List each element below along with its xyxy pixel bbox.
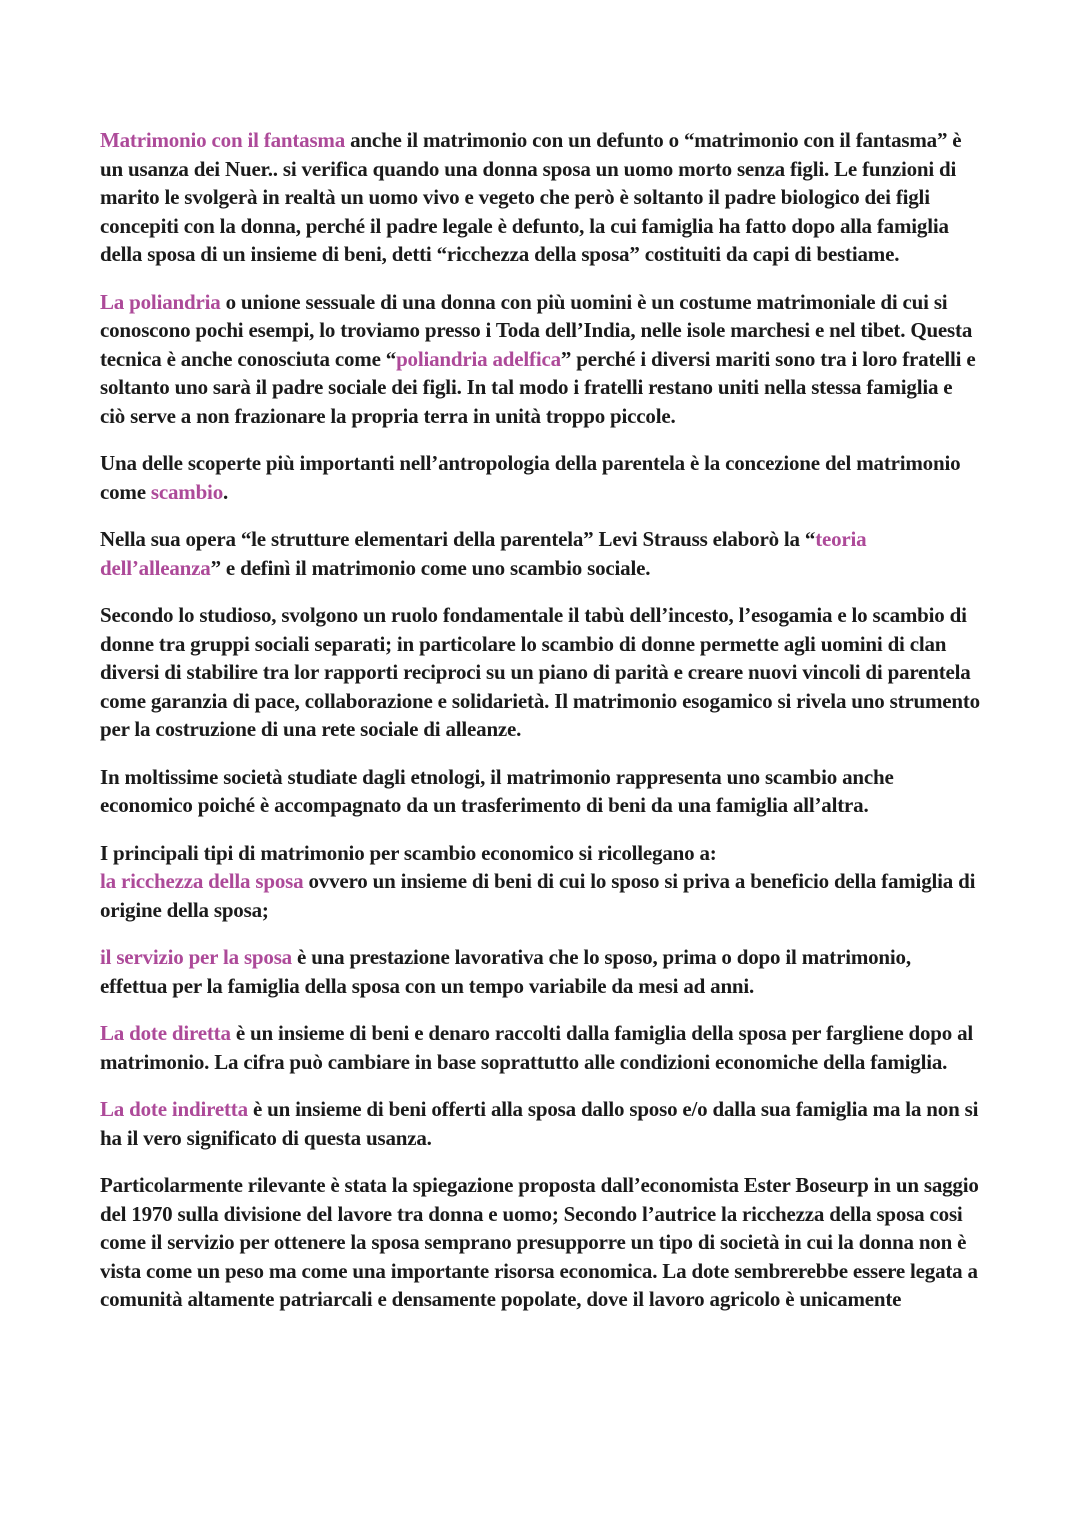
paragraph (100, 839, 982, 925)
paragraph (100, 1019, 982, 1076)
body-text: ” e definì il matrimonio come uno scambio sociale. (210, 555, 651, 580)
body-text: Secondo lo studioso, svolgono un ruolo fondamentale il tabù dell’incesto, l’esogamia e lo scambio di donne tra gruppi sociali separati; in particolare lo scambio di donne permette agli uomini di clan diversi di stabilire tra lor rapporti reciproci su un piano di parità e creare nuovi vincoli di parentela come garanzia di pace, collaborazione e solidarietà. Il matrimonio esogamico si rivela uno strumento per la costruzione di una rete sociale di alleanze. (100, 603, 980, 741)
paragraph (100, 1171, 982, 1314)
paragraph (100, 601, 982, 744)
body-text: Nella sua opera “le strutture elementari della parentela” Levi Strauss elaborò la “ (100, 527, 816, 551)
highlighted-term: Matrimonio con il fantasma (100, 128, 346, 152)
highlighted-term: La dote diretta (100, 1021, 231, 1045)
body-text: è una prestazione lavorativa che lo sposo, prima o dopo il matrimonio, effettua per la famiglia della sposa con un tempo variabile da mesi ad anni. (100, 945, 911, 998)
body-text: ovvero un insieme di beni di cui lo sposo si priva a beneficio della famiglia di origine della sposa; (100, 869, 976, 922)
body-text: Particolarmente rilevante è stata la spiegazione proposta dall’economista Ester Boseurp in un saggio del 1970 sulla divisione del lavore tra donna e uomo; Secondo l’autrice la ricchezza della sposa cosi come il servizio per ottenere la sposa semprano presupporre un tipo di società in cui la donna non è vista come un peso ma come una importante risorsa economica. La dote sembrerebbe essere legata a comunità altamente patriarcali e densamente popolate, dove il lavoro agricolo è unicamente (100, 1173, 979, 1311)
highlighted-term: la ricchezza della sposa (100, 869, 304, 893)
paragraph (100, 525, 982, 582)
highlighted-term: La dote indiretta (100, 1097, 248, 1121)
highlighted-term: il servizio per la sposa (100, 945, 292, 969)
paragraph (100, 1095, 982, 1152)
paragraph (100, 449, 982, 506)
body-text: è un insieme di beni offerti alla sposa dallo sposo e/o dalla sua famiglia ma la non si ha il vero significato di questa usanza. (100, 1097, 979, 1150)
body-text: è un insieme di beni e denaro raccolti dalla famiglia della sposa per fargliene dopo al matrimonio. La cifra può cambiare in base soprattutto alle condizioni economiche della famiglia. (100, 1021, 974, 1074)
body-text: . (223, 479, 229, 504)
body-text: Una delle scoperte più importanti nell’antropologia della parentela è la concezione del matrimonio come (100, 451, 961, 504)
paragraph (100, 288, 982, 431)
paragraph (100, 943, 982, 1000)
body-text: o unione sessuale di una donna con più uomini è un costume matrimoniale di cui si conoscono pochi esempi, lo troviamo presso i Toda dell’India, nelle isole marchesi e nel tibet. Questa tecnica è anche conosciuta come “ (100, 289, 973, 371)
highlighted-term: poliandria adelfica (396, 346, 561, 371)
body-text: ” perché i diversi mariti sono tra i loro fratelli e soltanto uno sarà il padre sociale dei figli. In tal modo i fratelli restano uniti nella stessa famiglia e ciò serve a non frazionare la propria terra in unità troppo piccole. (100, 346, 976, 428)
paragraph (100, 763, 982, 820)
highlighted-term: La poliandria (100, 289, 221, 314)
paragraph (100, 126, 982, 269)
body-text: I principali tipi di matrimonio per scambio economico si ricollegano a: (100, 840, 717, 865)
body-text: In moltissime società studiate dagli etnologi, il matrimonio rappresenta uno scambio anche economico poiché è accompagnato da un trasferimento di beni da una famiglia all’altra. (100, 764, 894, 817)
highlighted-term: teoria dell’alleanza (100, 527, 867, 580)
document-content (100, 126, 982, 1314)
body-text: anche il matrimonio con un defunto o “matrimonio con il fantasma” è un usanza dei Nuer.. si verifica quando una donna sposa un uomo morto senza figli. Le funzioni di marito le svolgerà in realtà un uomo vivo e vegeto che però è soltanto il padre biologico dei figli concepiti con la donna, perché il padre legale è defunto, la cui famiglia ha fatto dopo alla famiglia della sposa di un insieme di beni, detti “ricchezza della sposa” costituiti da capi di bestiame. (100, 128, 962, 266)
highlighted-term: scambio (150, 479, 223, 504)
